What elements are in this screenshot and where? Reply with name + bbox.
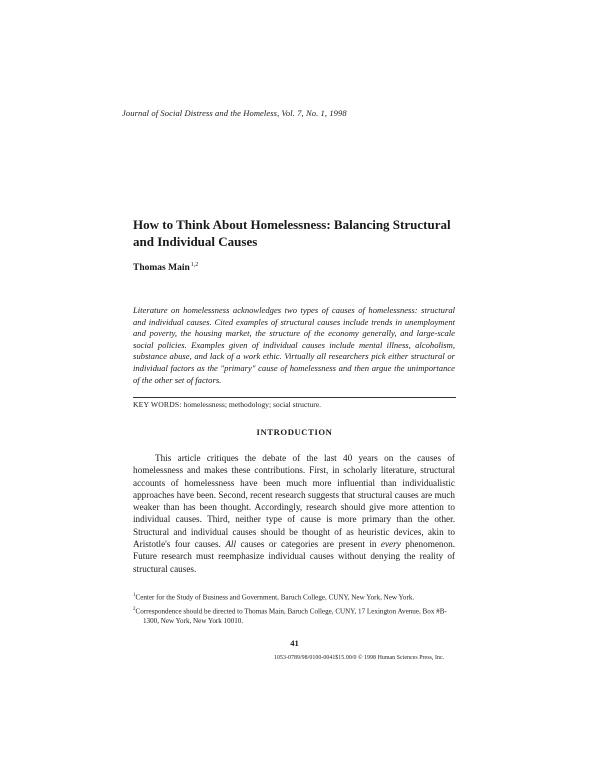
abstract-divider — [133, 397, 456, 398]
issn-copyright-line: 1053-0789/98/0100-0041$15.00/0 © 1998 Human Sciences Press, Inc. — [274, 655, 445, 661]
intro-text-a: This article critiques the debate of the last 40 years on the causes of homelessness and makes these contributions. First, in scholarly literature, structural accounts of homelessness have been much more influential than individualistic approaches have been. Second, recent research suggests that structural causes are much weaker than has been thought. Accordingly, research should give more attention to individual causes. Third, neither type of cause is more primary than the other. Structural and individual causes should be thought of as heuristic devices, akin to Aristotle's four causes. — [133, 453, 455, 550]
introduction-body — [133, 452, 455, 575]
footnote-1 — [133, 591, 455, 603]
abstract: Literature on homelessness acknowledges two types of causes of homelessness: structural and individual causes. Cited examples of structural causes include trends in unemployment and poverty, the housing market, the structure of the economy generally, and large-scale social policies. Examples given of individual causes include mental illness, alcoholism, substance abuse, and lack of a work ethic. Virtually all researchers pick either structural or individual factors as the "primary" cause of homelessness and then argue the unimportance of the other set of factors. — [133, 305, 455, 385]
footnote-1-mark: 1 — [133, 593, 136, 598]
journal-citation: Journal of Social Distress and the Homeless, Vol. 7, No. 1, 1998 — [122, 108, 347, 118]
intro-emphasis-every: every — [380, 539, 401, 550]
footnote-2-mark: 2 — [133, 606, 136, 612]
footnote-2 — [133, 605, 455, 627]
footnotes — [133, 591, 455, 629]
author-line — [133, 262, 198, 273]
article-title: How to Think About Homelessness: Balancing Structural and Individual Causes — [133, 217, 451, 249]
intro-text-c: phenomenon. Future research must reemphasize individual causes without denying the reality of structural causes. — [133, 539, 455, 574]
keywords-label: KEY WORDS: — [133, 400, 182, 409]
footnote-2-text: Correspondence should be directed to Thomas Main, Baruch College, CUNY, 17 Lexington Avenue, Box #B-1300, New York, New York 10010. — [135, 607, 447, 625]
keywords-line — [133, 400, 321, 409]
intro-text-b: causes or categories are present in — [236, 539, 381, 550]
section-heading-introduction: INTRODUCTION — [256, 427, 333, 437]
page-number: 41 — [290, 638, 299, 648]
intro-emphasis-all: All — [225, 539, 237, 550]
introduction-paragraph — [133, 452, 455, 575]
keywords-text: homelessness; methodology; social structure. — [183, 400, 322, 409]
footnote-1-text: Center for the Study of Business and Government, Baruch College, CUNY, New York, New York. — [135, 593, 415, 602]
author-affiliation-marks: 1,2 — [190, 262, 199, 268]
author-name: Thomas Main — [133, 263, 190, 274]
